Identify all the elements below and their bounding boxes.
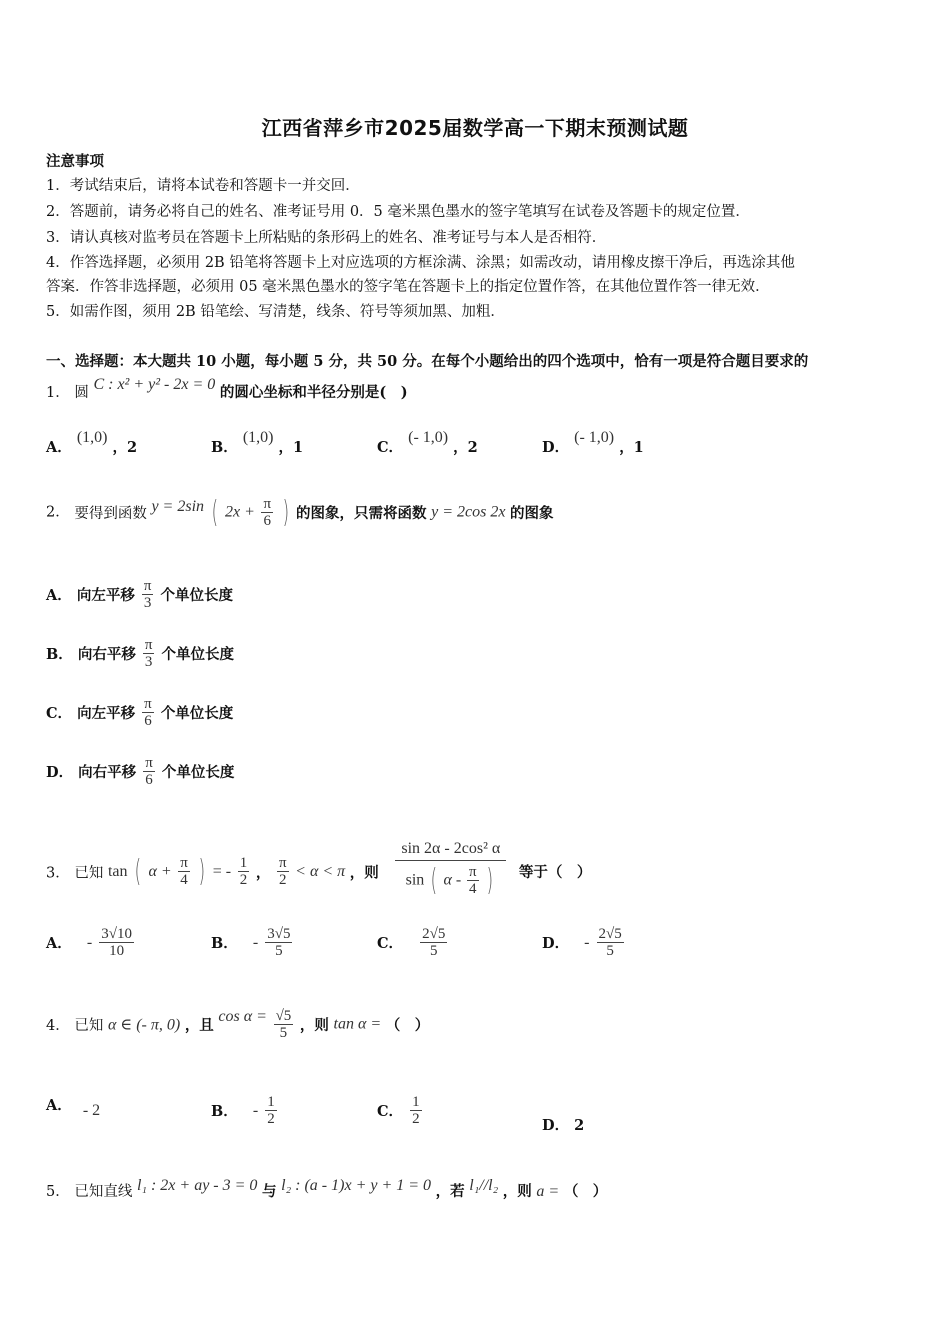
option-value: 2 (574, 1117, 585, 1134)
option-text: 向左平移 (77, 705, 136, 722)
fraction (597, 926, 624, 959)
option-label: C． (377, 439, 404, 456)
denominator: 3 (143, 653, 155, 670)
formula: (- 1,0) (408, 429, 449, 446)
option-c[interactable] (46, 696, 233, 729)
fraction (238, 855, 250, 888)
question-text: 的图象，只需将函数 (296, 505, 427, 522)
question-text: （ ） (385, 1017, 430, 1034)
denominator: 6 (261, 512, 273, 529)
left-paren: ( (430, 862, 438, 898)
numerator: π (143, 578, 152, 594)
question-text: ，且 (184, 1017, 214, 1034)
question-text: 要得到函数 (74, 506, 147, 522)
option-c[interactable] (377, 1094, 424, 1127)
right-paren: ) (199, 853, 206, 889)
formula: 2x + (224, 503, 255, 521)
formula: a = (536, 1183, 560, 1200)
question-text: 已知直线 (74, 1184, 133, 1200)
question-text: 已知 (74, 865, 104, 882)
option-text: 个单位长度 (160, 705, 234, 722)
page-title: 江西省萍乡市2025届数学高一下期末预测试题 (261, 116, 689, 140)
numerator: π (145, 755, 153, 771)
numerator: π (144, 696, 152, 712)
denominator: 2 (267, 1111, 275, 1127)
option-text: ，1 (619, 439, 644, 456)
question-text: 的图象 (510, 505, 554, 522)
option-label: B． (46, 646, 73, 663)
question-number: 3． (46, 865, 70, 882)
fraction (265, 926, 292, 959)
notice-item: 3．请认真核对监考员在答题卡上所粘贴的条形码上的姓名、准考证号与本人是否相符． (46, 230, 607, 246)
fraction (143, 637, 155, 670)
section-heading: 一、选择题：本大题共 10 小题，每小题 5 分，共 50 分。在每个小题给出的四个选项中，恰有一项是符合题目要求的 (46, 353, 809, 370)
fraction (99, 926, 134, 959)
question-text: ，则 (349, 864, 379, 882)
option-label: A． (46, 587, 72, 604)
formula: (- 1,0) (574, 429, 615, 446)
sign: - (252, 933, 259, 951)
option-label: D． (542, 935, 570, 952)
notice-item: 2．答题前，请务必将自己的姓名、准考证号用 0．5 毫米黑色墨水的签字笔填写在试卷及答题卡的规定位置． (46, 204, 750, 220)
question-3 (46, 842, 591, 902)
option-label: B． (211, 439, 238, 456)
question-number: 1． (46, 385, 70, 401)
fraction (410, 1094, 422, 1127)
question-5 (46, 1177, 608, 1201)
denominator: 4 (467, 880, 479, 897)
notice-item: 1．考试结束后，请将本试卷和答题卡一并交回． (46, 178, 360, 194)
question-text: ，则 (299, 1017, 329, 1034)
formula: α - (443, 871, 462, 889)
option-a[interactable] (46, 1094, 101, 1119)
formula: = - (212, 862, 232, 880)
option-d[interactable] (542, 1114, 584, 1135)
fraction (265, 1094, 277, 1127)
fraction (261, 496, 273, 529)
numerator: π (180, 855, 188, 872)
question-text: （ ） (563, 1183, 608, 1200)
numerator: √5 (275, 1008, 292, 1024)
formula: tan α = (333, 1015, 382, 1033)
option-text: ，2 (112, 439, 138, 456)
fraction (277, 855, 289, 888)
option-b[interactable] (211, 1094, 279, 1127)
numerator: 1 (267, 1094, 275, 1110)
numerator: 3√10 (101, 926, 132, 942)
question-4 (46, 1008, 429, 1041)
notice-item: 4．作答选择题，必须用 2B 铅笔将答题卡上对应选项的方框涂满、涂黑；如需改动，请用橡皮擦干净后，再选涂其他 (46, 255, 795, 271)
question-text: 等于（ ） (518, 864, 592, 882)
denominator: 6 (143, 771, 155, 788)
denominator: 2 (277, 871, 289, 888)
question-number: 5． (46, 1184, 70, 1200)
option-text: 个单位长度 (161, 764, 235, 781)
formula: l₂ : (a - 1)x + y + 1 = 0 (281, 1177, 432, 1194)
option-d[interactable] (46, 755, 234, 788)
option-a[interactable] (46, 578, 233, 611)
option-text: 个单位长度 (160, 587, 234, 604)
question-text: ，则 (502, 1183, 532, 1200)
left-paren: ( (134, 853, 142, 889)
notice-item: 答案．作答非选择题，必须用 05 毫米黑色墨水的签字笔在答题卡上的指定位置作答，在其他位置作答一律无效． (46, 279, 770, 295)
fraction (467, 864, 479, 897)
denominator: 5 (265, 942, 292, 959)
formula: sin (405, 871, 425, 889)
formula: cos α = (218, 1007, 267, 1025)
question-text: 与 (262, 1183, 277, 1200)
option-label: A． (46, 439, 72, 456)
numerator: 2√5 (422, 926, 446, 942)
fraction (142, 578, 154, 611)
formula: tan (107, 862, 128, 880)
denominator: 3 (142, 594, 154, 611)
numerator: 3√5 (267, 926, 291, 942)
fraction (143, 755, 155, 788)
sign: - (86, 933, 93, 951)
big-fraction (395, 838, 506, 898)
question-text: 已知 (74, 1018, 104, 1034)
denominator: 4 (178, 871, 190, 888)
option-value: - 2 (82, 1101, 101, 1119)
fraction (142, 696, 154, 729)
formula: l₁//l₂ (469, 1177, 499, 1194)
numerator: 1 (239, 855, 248, 872)
option-c[interactable] (377, 429, 478, 457)
option-b[interactable] (211, 429, 304, 457)
punctuation: ， (255, 864, 271, 882)
option-c[interactable] (377, 926, 449, 959)
question-number: 4． (46, 1018, 70, 1034)
notice-item: 5．如需作图，须用 2B 铅笔绘、写清楚，线条、符号等须加黑、加粗． (46, 304, 505, 320)
option-text: ，1 (278, 439, 304, 456)
right-paren: ) (282, 494, 289, 530)
fraction (420, 926, 447, 959)
formula: < α < π (295, 862, 346, 880)
option-label: D． (46, 764, 74, 781)
sign: - (584, 933, 590, 951)
formula: (1,0) (242, 429, 274, 446)
question-number: 2． (46, 504, 70, 521)
option-b[interactable] (211, 926, 294, 959)
denominator: 5 (597, 942, 624, 959)
option-text: 向右平移 (78, 764, 137, 781)
fraction (274, 1008, 294, 1041)
formula: α + (148, 862, 172, 880)
denominator: 6 (142, 712, 154, 729)
denominator: 5 (420, 942, 447, 959)
denominator (395, 860, 506, 898)
option-text: 向左平移 (76, 587, 135, 604)
denominator: 5 (274, 1024, 294, 1041)
numerator: sin 2α - 2cos² α (401, 840, 501, 857)
formula: (1,0) (76, 429, 108, 446)
numerator: 1 (412, 1094, 420, 1110)
option-label: B． (211, 935, 238, 952)
numerator: 2√5 (598, 926, 622, 942)
numerator: π (263, 496, 272, 512)
right-paren: ) (486, 862, 494, 898)
numerator: π (278, 855, 287, 872)
option-label: C． (377, 935, 404, 952)
question-text: 圆 (74, 385, 89, 401)
option-d[interactable] (542, 926, 626, 959)
option-b[interactable] (46, 637, 234, 670)
formula: α ∈ (- π, 0) (107, 1016, 181, 1034)
formula: l₁ : 2x + ay - 3 = 0 (136, 1177, 258, 1194)
formula: y = 2cos 2x (431, 503, 506, 521)
option-label: D． (542, 1117, 570, 1134)
notice-heading: 注意事项 (46, 153, 104, 170)
option-a[interactable] (46, 926, 136, 959)
option-label: A． (46, 1097, 72, 1114)
option-text: 个单位长度 (161, 646, 235, 663)
denominator: 10 (99, 942, 134, 959)
question-text: ，若 (435, 1183, 465, 1200)
numerator: π (144, 637, 153, 653)
option-label: C． (46, 705, 73, 722)
option-label: A． (46, 935, 72, 952)
option-a[interactable] (46, 429, 138, 457)
fraction (178, 855, 190, 888)
option-d[interactable] (542, 429, 644, 457)
question-text: 的圆心坐标和半径分别是( ) (219, 384, 408, 401)
denominator: 2 (239, 872, 248, 889)
denominator: 2 (412, 1111, 420, 1127)
left-paren: ( (211, 494, 218, 530)
option-text: ，2 (453, 439, 478, 456)
formula: C : x² + y² - 2x = 0 (93, 376, 216, 393)
question-1 (46, 376, 408, 402)
question-2 (46, 496, 554, 529)
sign: - (252, 1101, 259, 1119)
option-label: D． (542, 439, 570, 456)
option-label: C． (377, 1103, 404, 1120)
numerator: π (468, 864, 477, 881)
formula: y = 2sin (151, 497, 205, 515)
option-text: 向右平移 (77, 646, 136, 663)
option-label: B． (211, 1103, 238, 1120)
